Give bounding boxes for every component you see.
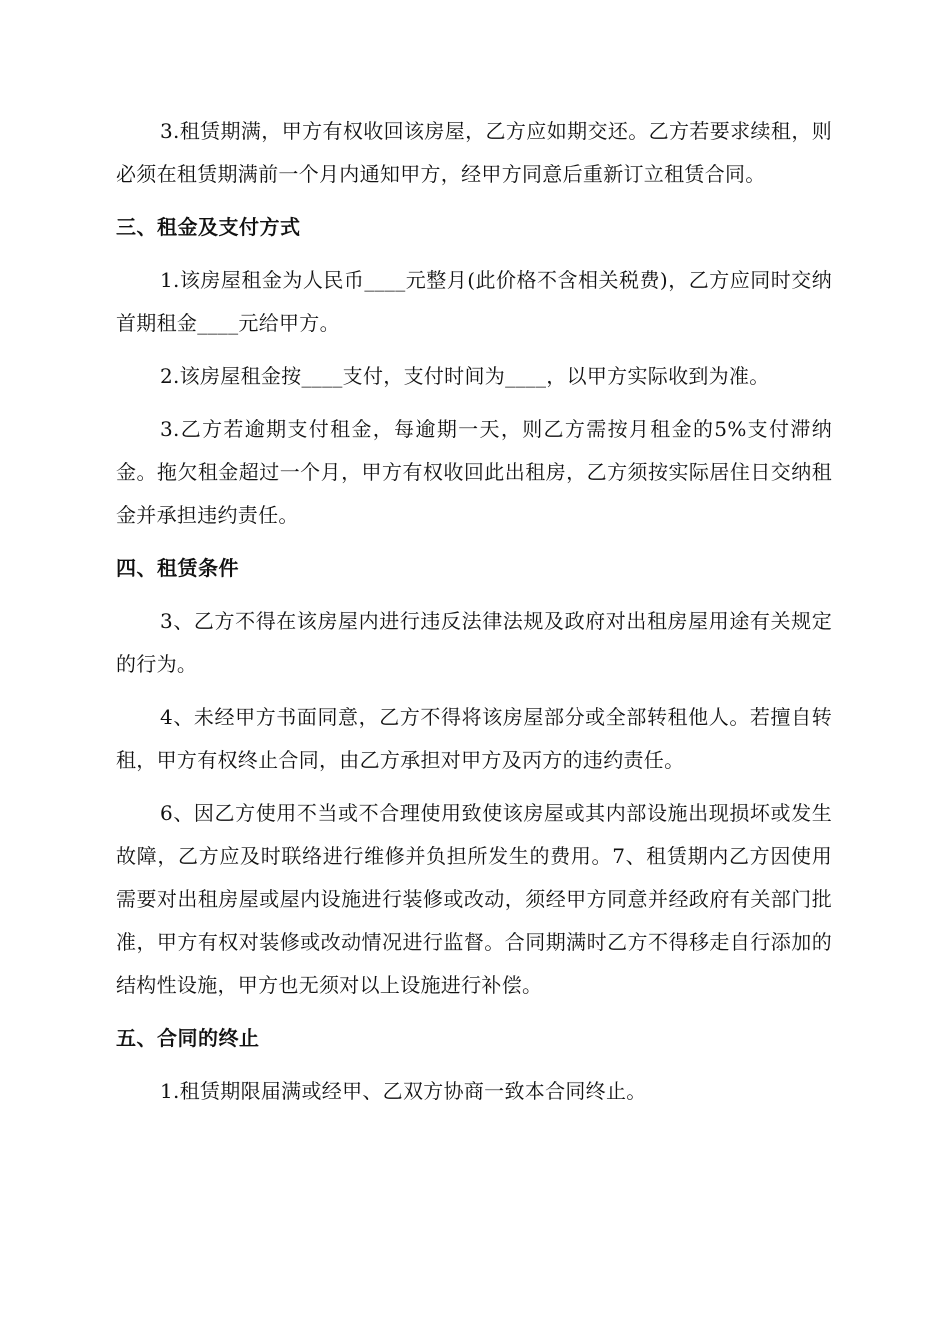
clause-rent-amount: 1.该房屋租金为人民币____元整月(此价格不含相关税费)，乙方应同时交纳首期租金____元给甲方。 bbox=[116, 268, 832, 335]
clause-no-sublet: 4、未经甲方书面同意，乙方不得将该房屋部分或全部转租他人。若擅自转租，甲方有权终止合同，由乙方承担对甲方及丙方的违约责任。 bbox=[116, 705, 832, 772]
section-heading-termination: 五、合同的终止 bbox=[116, 1026, 260, 1050]
clause-damage-renovation: 6、因乙方使用不当或不合理使用致使该房屋或其内部设施出现损坏或发生故障，乙方应及时联络进行维修并负担所发生的费用。7、租赁期内乙方因使用需要对出租房屋或屋内设施进行装修或改动，须经甲方同意并经政府有关部门批准，甲方有权对装修或改动情况进行监督。合同期满时乙方不得移走自行添加的结构性设施，甲方也无须对以上设施进行补偿。 bbox=[116, 801, 832, 997]
clause-renewal: 3.租赁期满，甲方有权收回该房屋，乙方应如期交还。乙方若要求续租，则必须在租赁期满前一个月内通知甲方，经甲方同意后重新订立租赁合同。 bbox=[116, 119, 832, 186]
section-heading-rent-payment: 三、租金及支付方式 bbox=[116, 215, 301, 239]
clause-late-payment: 3.乙方若逾期支付租金，每逾期一天，则乙方需按月租金的5%支付滞纳金。拖欠租金超过一个月，甲方有权收回此出租房，乙方须按实际居住日交纳租金并承担违约责任。 bbox=[116, 417, 832, 527]
document-page bbox=[116, 110, 832, 1113]
clause-payment-schedule: 2.该房屋租金按____支付，支付时间为____，以甲方实际收到为准。 bbox=[160, 364, 770, 388]
section-heading-lease-conditions: 四、租赁条件 bbox=[116, 556, 239, 580]
clause-lawful-use: 3、乙方不得在该房屋内进行违反法律法规及政府对出租房屋用途有关规定的行为。 bbox=[116, 609, 832, 676]
clause-termination: 1.租赁期限届满或经甲、乙双方协商一致本合同终止。 bbox=[160, 1079, 647, 1103]
